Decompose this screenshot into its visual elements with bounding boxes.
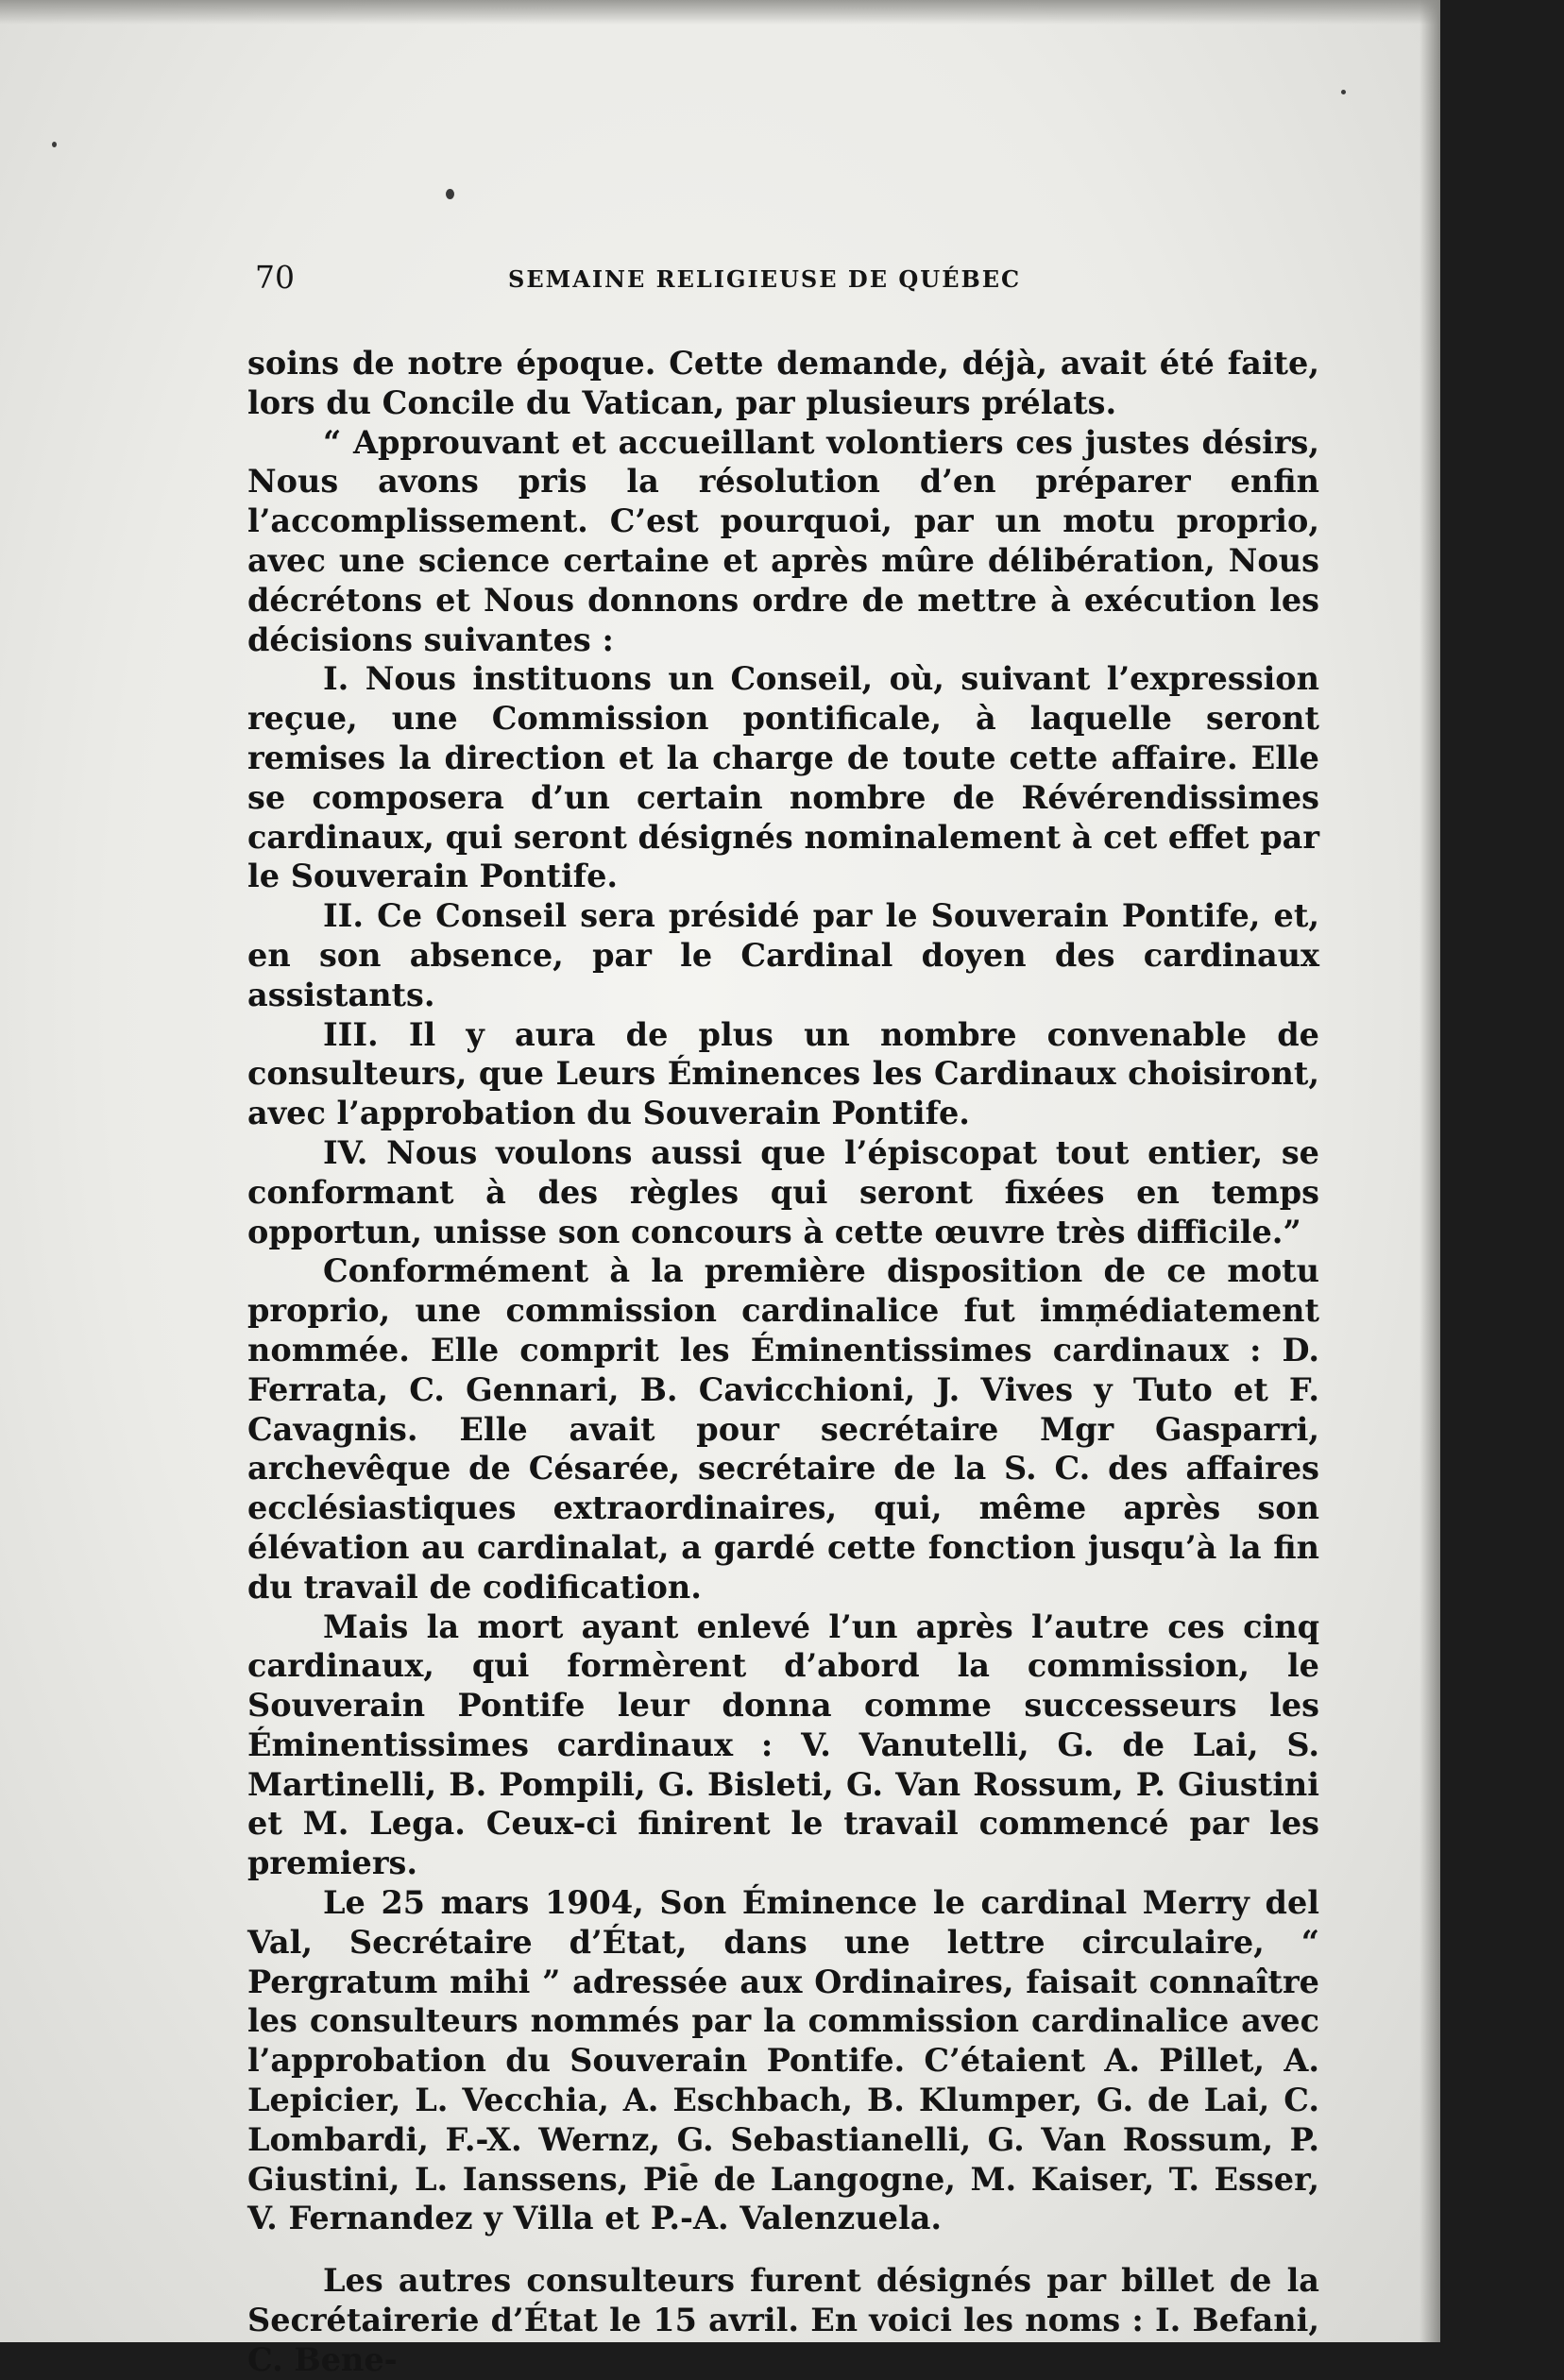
scan-shadow-top	[0, 0, 1440, 25]
paragraph: III. Il y aura de plus un nombre convenable de consulteurs, que Leurs Éminences les Cardinaux choisiront, avec l’approbation du Souverain Pontife.	[247, 1015, 1319, 1132]
running-head	[255, 257, 1313, 298]
body-text	[247, 344, 1319, 2380]
scan-shadow-right	[1420, 0, 1440, 2342]
dust-speck	[52, 142, 57, 147]
running-title: SEMAINE RELIGIEUSE DE QUÉBEC	[508, 265, 1022, 293]
paragraph: “ Approuvant et accueillant volontiers ces justes désirs, Nous avons pris la résolution d’en préparer enfin l’accomplissement. C’est pourquoi, par un motu proprio, avec une science certaine et après mûre délibération, Nous décrétons et Nous donnons ordre de mettre à exécution les décisions suivantes :	[247, 423, 1319, 658]
paragraph: Les autres consulteurs furent désignés par billet de la Secrétairerie d’État le 15 avril. En voici les noms : I. Befani, C. Bene-	[247, 2262, 1319, 2378]
dust-speck	[446, 189, 454, 199]
paragraph: Mais la mort ayant enlevé l’un après l’autre ces cinq cardinaux, qui formèrent d’abord la commission, le Souverain Pontife leur donna comme successeurs les Éminentissimes cardinaux : V. Vanutelli, G. de Lai, S. Martinelli, B. Pompili, G. Bisleti, G. Van Rossum, P. Giustini et M. Lega. Ceux-ci finirent le travail commencé par les premiers.	[247, 1607, 1319, 1882]
paragraph: IV. Nous voulons aussi que l’épiscopat tout entier, se conformant à des règles qui seront fixées en temps opportun, unisse son concours à cette œuvre très difficile.”	[247, 1133, 1319, 1250]
paragraph: Le 25 mars 1904, Son Éminence le cardinal Merry del Val, Secrétaire d’État, dans une lettre circulaire, “ Pergratum mihi ” adressée aux Ordinaires, faisait connaître les consulteurs nommés par la commission cardinalice avec l’approbation du Souverain Pontife. C’étaient A. Pillet, A. Lepicier, L. Vecchia, A. Eschbach, B. Klumper, G. de Lai, C. Lombardi, F.-X. Wernz, G. Sebastianelli, G. Van Rossum, P. Giustini, L. Ianssens, Pie de Langogne, M. Kaiser, T. Esser, V. Fernandez y Villa et P.-A. Valenzuela.	[247, 1884, 1319, 2237]
paragraph: soins de notre époque. Cette demande, déjà, avait été faite, lors du Concile du Vatican, par plusieurs prélats.	[247, 345, 1319, 421]
paragraph: II. Ce Conseil sera présidé par le Souverain Pontife, et, en son absence, par le Cardinal doyen des cardinaux assistants.	[247, 897, 1319, 1013]
page-number: 70	[255, 259, 295, 296]
dust-speck	[1341, 90, 1346, 94]
paragraph: Conformément à la première disposition de ce motu proprio, une commission cardinalice fut immédiatement nommée. Elle comprit les Éminentissimes cardinaux : D. Ferrata, C. Gennari, B. Cavicchioni, J. Vives y Tuto et F. Cavagnis. Elle avait pour secrétaire Mgr Gasparri, archevêque de Césarée, secrétaire de la S. C. des affaires ecclésiastiques extraordinaires, qui, même après son élévation au cardinalat, a gardé cette fonction jusqu’à la fin du travail de codification.	[247, 1252, 1319, 1606]
paragraph: I. Nous instituons un Conseil, où, suivant l’expression reçue, une Commission pontificale, à laquelle seront remises la direction et la charge de toute cette affaire. Elle se composera d’un certain nombre de Révérendissimes cardinaux, qui seront désignés nominalement à cet effet par le Souverain Pontife.	[247, 660, 1319, 895]
